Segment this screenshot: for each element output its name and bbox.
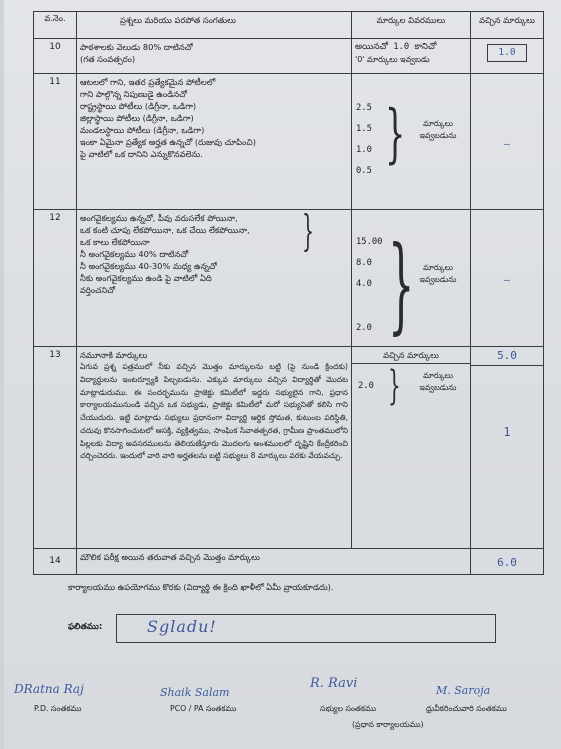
row13-alloc-body	[352, 364, 470, 424]
row13-question	[77, 347, 352, 549]
row13-brace-label-1: మార్కులు	[423, 371, 453, 381]
row12-line-6: నీకు అంగవైకల్యము ఉండి పై వాటిలో ఏది	[80, 273, 212, 284]
row10-awarded: 1.0	[487, 44, 526, 62]
row12-value-1: 15.00	[356, 237, 383, 247]
row12-question	[77, 206, 352, 347]
row12-brace-label-1: మార్కులు	[423, 263, 453, 272]
table-row-13	[34, 347, 544, 549]
row13-value-1: 2.0	[358, 381, 374, 392]
row13-awarded-box-wrap	[471, 347, 543, 366]
pd-signature-label: P.D. సంతకము	[34, 704, 82, 713]
row12-line-7: వర్తించనిచో	[80, 285, 116, 296]
row11-value-3: 1.0	[356, 145, 372, 155]
member-signature-label: సభ్యుల సంతకము	[320, 704, 377, 713]
row10-awarded-cell	[471, 39, 544, 74]
row12-sno: 12	[34, 210, 77, 347]
row11-line-5: మండలస్థాయి పోటీలు (డిగ్రీనా, ఒడిగా)	[80, 125, 205, 136]
row14-awarded-cell	[471, 549, 544, 575]
row11-line-4: జిల్లాస్థాయి పోటీలు (డిగ్రీనా, ఒడిగా)	[80, 113, 194, 124]
row14-text: మౌలిక పరీక్ష అయిన తరువాత వచ్చిన మొత్తం మార్కులు	[77, 549, 471, 575]
table-row-12	[34, 210, 544, 347]
pco-signature: Shaik Salam	[160, 686, 230, 699]
result-label: ఫలితము:	[68, 622, 103, 632]
row13-awarded: 1	[503, 424, 511, 439]
row13-sno: 13	[34, 347, 77, 549]
row11-value-2: 1.5	[356, 124, 372, 134]
row13-alloc-header: వచ్చిన మార్కులు	[352, 347, 470, 364]
row10-sno: 10	[34, 39, 77, 74]
row11-brace-label	[414, 118, 462, 143]
row11-value-4: 0.5	[356, 166, 372, 176]
pco-signature-label: PCO / PA సంతకము	[170, 704, 237, 713]
member-signature: R. Ravi	[310, 676, 358, 691]
row11-line-1: ఆటలలో గాని, ఇతర ప్రత్యేకమైన పోటీలలో	[80, 77, 216, 87]
row12-brace-label-2: ఇవ్వబడును	[419, 275, 457, 285]
row11-line-2: గాని పాల్గొన్న నిపుణుడై ఉండినచో	[80, 89, 188, 100]
table-row-14	[34, 549, 544, 575]
row13-brace: }	[388, 363, 401, 410]
row12-awarded-cell	[471, 210, 544, 347]
table-row-11	[34, 74, 544, 210]
row13-brace-label-2: ఇవ్వబడును	[419, 383, 457, 393]
row11-line-7: పై వాటిలో ఒక దానిని ఎన్నుకొనవలెను.	[80, 149, 203, 160]
row13-brace-label	[414, 370, 462, 395]
row11-line-6: ఇంకా ఏమైనా ప్రత్యేక అర్హత ఉన్నచో (రుజువు చూపించి)	[80, 137, 256, 148]
row11-awarded-cell	[471, 74, 544, 210]
row12-brace-label	[414, 262, 462, 287]
row14-awarded: 6.0	[497, 556, 517, 569]
row13-awarded-cell	[471, 347, 544, 549]
row12-line-2: ఒక కంటి చూపు లేకపోయినా, ఒక చేయి లేకపోయినా,	[80, 225, 250, 236]
scan-edge	[0, 0, 4, 749]
table-header-row	[34, 12, 544, 39]
row12-allocation	[352, 210, 471, 347]
row12-value-3: 4.0	[356, 279, 372, 289]
table-row-10	[34, 39, 544, 74]
verifier-signature: M. Saroja	[436, 684, 491, 697]
row10-question	[77, 39, 352, 74]
row12-question-brace: }	[302, 206, 315, 255]
row12-awarded: —	[503, 275, 511, 286]
result-signature-row	[68, 614, 496, 643]
verifier-signature-label: ధ్రువీకరించువారి సంతకము	[426, 704, 507, 713]
row13-allocation	[352, 347, 471, 549]
header-allocation: మార్కుల వివరములు	[352, 12, 471, 39]
row13-line-1: నమూనాకి మార్కులు	[80, 350, 148, 360]
row11-brace-label-2: ఇవ్వబడును	[419, 131, 457, 141]
row10-alloc-1: అయినచో 1.0 కానిచో	[355, 42, 437, 52]
row13-awarded-box: 5.0	[497, 349, 517, 362]
row11-question	[77, 74, 352, 210]
row10-alloc-2: '0' మార్కులు ఇవ్వబడు	[355, 54, 430, 64]
result-signature-box	[116, 614, 496, 643]
row11-brace: }	[385, 97, 406, 171]
row12-question-body	[80, 206, 348, 296]
row12-line-4: నీ అంగవైకల్యము 40% దాటినచో	[80, 249, 189, 260]
row12-line-1: అంగవైకల్యము ఉన్నచో, పీవు వరుసలేక పోయినా,	[80, 213, 238, 223]
pd-signature: DRatna Raj	[14, 682, 84, 696]
row14-sno: 14	[34, 549, 77, 575]
row12-line-5: నీ అంగవైకల్యము 40-30% మధ్య ఉన్నచో	[80, 261, 217, 272]
row10-allocation	[352, 39, 471, 74]
head-office-label: (ప్రధాన కార్యాలయము)	[352, 720, 424, 729]
header-sno: వ.నెం.	[34, 12, 77, 39]
row11-allocation	[352, 74, 471, 210]
row12-value-4: 2.0	[356, 323, 372, 333]
row10-line-1: పాఠశాలకు వెలుడు 80% దాటినచో	[80, 42, 193, 52]
row12-line-3: ఒక కాలు లేకపోయినా	[80, 237, 150, 248]
header-question-text: ప్రశ్నలు మరియు పరపోత సంగతులు	[120, 15, 236, 25]
header-awarded: వచ్చిన మార్కులు	[471, 12, 544, 39]
row13-paragraph: ఏగువ ప్రశ్న పత్రములో నీకు వచ్చిన మొత్తం మార్కులను బట్టి (పై నుండి క్రిందకు) విద్యార్థులను ఇంటర్వ్యూకి పిల్చబడును. ఎక్కువ మార్కులు వచ్చిన విద్యార్థితో మొదట మాట్లాడుదుము. ఈ సందర్భమును ప్రాజెక్టు కమిటీలో ఇద్దరు సభ్యులైన గాని, ప్రధాన కార్యాలయమునుండి వచ్చిన ఒక సభ్యుడు, ప్రాజెక్టు కమిటీలో మరో సభ్యునితో కలిసి గాని చేయుదురు. ఇట్టి మాట్లాడు సభ్యులు ప్రధానంగా విద్యార్థి ఆర్థిక స్తోమత, కుటుంబ పరిస్థితి, చదువు కొనసాగించుటలో ఆసక్తి, వ్యక్తిత్వము, సాంఘిక సేవాతత్పరత, గ్రామీణ ప్రాంతములోని పిల్లలకు విద్యా అవసరములను తెలియజేస్తూరు మొదలగు అంశములలో దృష్టిని కేంద్రీకరించి చర్చించెదరు. ఇందులో వారి వారి అర్హతలను బట్టి సభ్యులు 8 మార్కులు వరకు వేయవచ్చు.	[80, 362, 348, 461]
row11-sno: 11	[34, 74, 77, 210]
row11-line-3: రాష్ట్రస్థాయి పోటీలు (డిగ్రీనా, ఒడిగా)	[80, 101, 197, 112]
row11-awarded: —	[503, 139, 511, 150]
row12-value-2: 8.0	[356, 258, 372, 268]
row11-value-1: 2.5	[356, 103, 372, 113]
row10-line-2: (గత సంవత్సరం)	[80, 54, 136, 65]
marks-table	[33, 11, 544, 575]
header-question	[77, 12, 352, 39]
row12-brace: }	[388, 223, 415, 345]
row11-brace-label-1: మార్కులు	[423, 119, 453, 128]
office-use-note: కార్యాలయము ఉపయోగము కొరకు (విద్యార్థి ఈ క్రింది ఖాళీలో ఏమీ వ్రాయకూడదు).	[68, 582, 334, 592]
result-signature: Sgladu!	[147, 617, 217, 636]
